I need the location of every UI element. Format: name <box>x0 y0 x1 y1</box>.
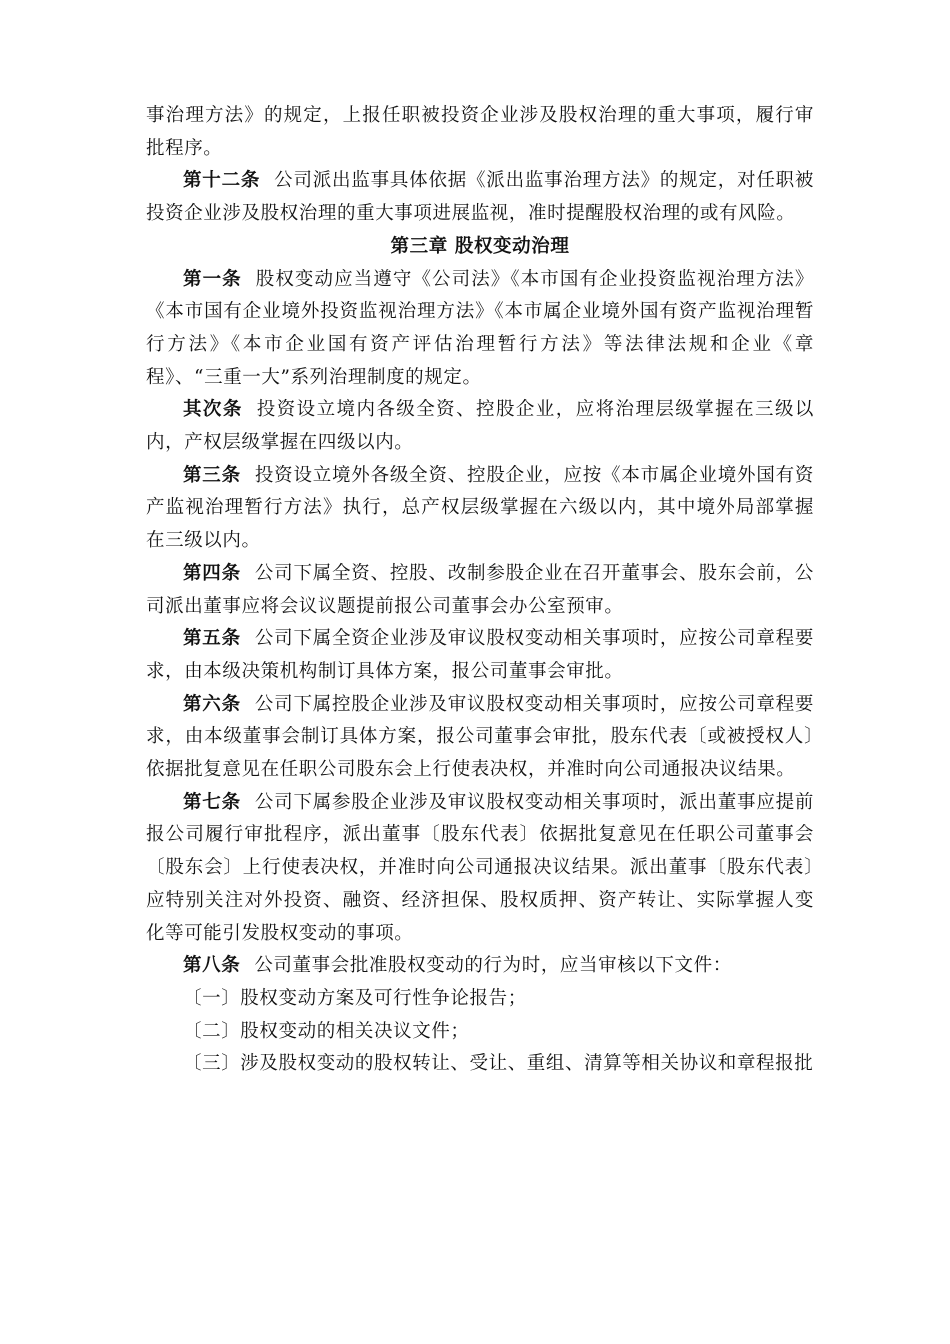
article-1-text: 股权变动应当遵守《公司法》《本市国有企业投资监视治理方法》《本市国有企业境外投资监视治理方法》《本市属企业境外国有资产监视治理暂行方法》《本市企业国有资产评估治理暂行方法》等法律法规和企业《章程》、“三重一大”系列治理制度的规定。 <box>146 268 814 388</box>
article-7-label: 第七条 <box>183 791 241 813</box>
article-2-text: 投资设立境内各级全资、控股企业，应将治理层级掌握在三级以内，产权层级掌握在四级以内。 <box>146 399 814 454</box>
article-4-text: 公司下属全资、控股、改制参股企业在召开董事会、股东会前，公司派出董事应将会议议题提前报公司董事会办公室预审。 <box>146 562 814 617</box>
article-5 <box>146 623 814 688</box>
article-6 <box>146 689 814 787</box>
article-4-label: 第四条 <box>183 562 241 584</box>
article-2-label: 其次条 <box>183 399 243 421</box>
article-12-text: 公司派出监事具体依据《派出监事治理方法》的规定，对任职被投资企业涉及股权治理的重大事项进展监视，准时提醒股权治理的或有风险。 <box>146 170 814 225</box>
article-3-text: 投资设立境外各级全资、控股企业，应按《本市属企业境外国有资产监视治理暂行方法》执行，总产权层级掌握在六级以内，其中境外局部掌握在三级以内。 <box>146 464 814 552</box>
list-item-1: 〔一〕股权变动方案及可行性争论报告； <box>183 987 527 1009</box>
intro-paragraph: 事治理方法》的规定，上报任职被投资企业涉及股权治理的重大事项，履行审批程序。 <box>146 105 814 159</box>
article-5-text: 公司下属全资企业涉及审议股权变动相关事项时，应按公司章程要求，由本级决策机构制订具体方案，报公司董事会审批。 <box>146 628 814 682</box>
article-7-text: 公司下属参股企业涉及审议股权变动相关事项时，派出董事应提前报公司履行审批程序，派出董事〔股东代表〕依据批复意见在任职公司董事会〔股东会〕上行使表决权，并准时向公司通报决议结果。派出董事〔股东代表〕应特别关注对外投资、融资、经济担保、股权质押、资产转让、实际掌握人变化等可能引发股权变动的事项。 <box>146 791 814 944</box>
article-2 <box>146 394 814 459</box>
article-8-label: 第八条 <box>183 955 241 977</box>
article-3 <box>146 460 814 558</box>
article-8-text: 公司董事会批准股权变动的行为时，应当审核以下文件： <box>254 955 732 977</box>
chapter-title: 第三章 股权变动治理 <box>390 235 570 257</box>
list-item-2: 〔二〕股权变动的相关决议文件； <box>183 1020 470 1042</box>
article-1-label: 第一条 <box>183 268 242 290</box>
article-7 <box>146 787 814 951</box>
list-item-3: 〔三〕涉及股权变动的股权转让、受让、重组、清算等相关协议和章程报批 <box>183 1053 814 1075</box>
article-5-label: 第五条 <box>183 628 241 650</box>
article-8 <box>146 950 814 983</box>
article-6-text: 公司下属控股企业涉及审议股权变动相关事项时，应按公司章程要求，由本级董事会制订具体方案，报公司董事会审批，股东代表〔或被授权人〕依据批复意见在任职公司股东会上行使表决权，并准时向公司通报决议结果。 <box>146 693 814 781</box>
article-3-label: 第三条 <box>183 464 241 486</box>
article-1 <box>146 264 814 395</box>
article-12-label: 第十二条 <box>183 170 261 192</box>
article-6-label: 第六条 <box>183 693 241 715</box>
document-page <box>146 100 814 1081</box>
article-12 <box>146 165 814 230</box>
article-4 <box>146 558 814 623</box>
